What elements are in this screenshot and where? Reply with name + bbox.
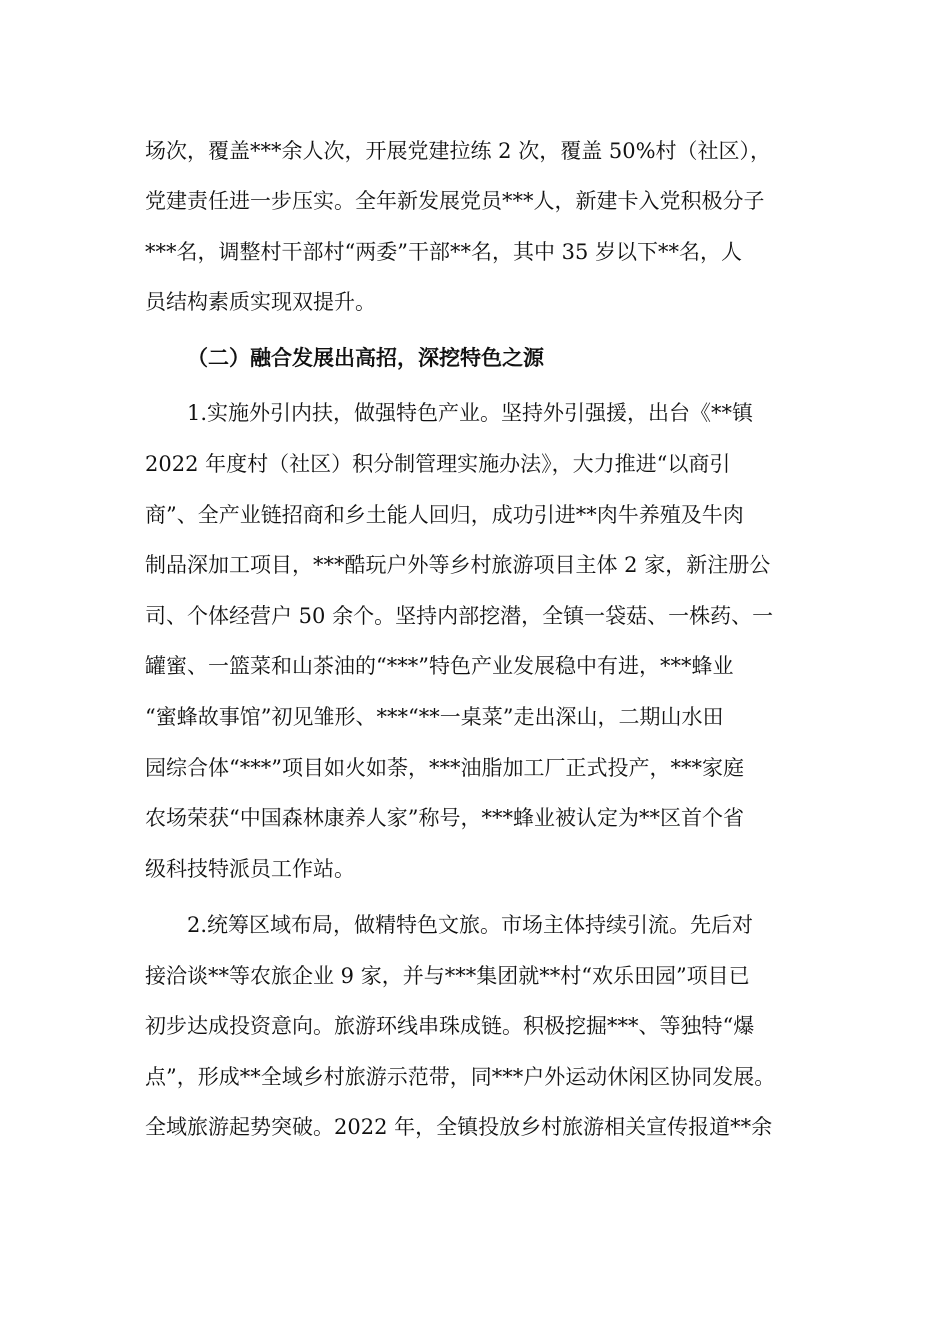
- text-line-content: 商”、全产业链招商和乡土能人回归，成功引进**肉牛养殖及牛肉: [145, 503, 744, 527]
- text-line-content: 全域旅游起势突破。2022 年，全镇投放乡村旅游相关宣传报道**余: [145, 1115, 773, 1139]
- text-line-content: 接洽谈**等农旅企业 9 家，并与***集团就**村“欢乐田园”项目已: [145, 964, 750, 988]
- text-line-content: 园综合体“***”项目如火如荼，***油脂加工厂正式投产，***家庭: [145, 756, 744, 780]
- text-line: [0, 601, 950, 631]
- text-line-content: 点”，形成**全域乡村旅游示范带，同***户外运动休闲区协同发展。: [145, 1065, 776, 1089]
- text-line-content: “蜜蜂故事馆”初见雏形、***“**一桌菜”走出深山，二期山水田: [145, 705, 724, 729]
- text-line-content: 员结构素质实现双提升。: [145, 290, 376, 314]
- text-line: [0, 449, 950, 479]
- text-line-content: ***名，调整村干部村“两委”干部**名，其中 35 岁以下**名，人: [145, 240, 743, 264]
- text-line: [0, 803, 950, 833]
- text-line-content: 制品深加工项目，***酷玩户外等乡村旅游项目主体 2 家，新注册公: [145, 553, 771, 577]
- text-line: [0, 702, 950, 732]
- text-line: [0, 287, 950, 317]
- text-line: [0, 1011, 950, 1041]
- text-line: [0, 651, 950, 681]
- text-line: [0, 237, 950, 267]
- text-line-content: 级科技特派员工作站。: [145, 857, 355, 881]
- text-line: [0, 398, 950, 428]
- text-line-content: 2022 年度村（社区）积分制管理实施办法》，大力推进“以商引: [145, 452, 731, 476]
- text-line-content: 2.统筹区域布局，做精特色文旅。市场主体持续引流。先后对: [187, 913, 754, 937]
- text-line: [0, 1062, 950, 1092]
- text-line: [0, 910, 950, 940]
- section-heading: [0, 343, 950, 373]
- text-line: [0, 854, 950, 884]
- text-line: [0, 136, 950, 166]
- text-line-content: 1.实施外引内扶，做强特色产业。坚持外引强援，出台《**镇: [187, 401, 754, 425]
- text-line-content: 初步达成投资意向。旅游环线串珠成链。积极挖掘***、等独特“爆: [145, 1014, 755, 1038]
- text-line-content: 罐蜜、一篮菜和山茶油的“***”特色产业发展稳中有进，***蜂业: [145, 654, 734, 678]
- text-line-content: 农场荣获“中国森林康养人家”称号，***蜂业被认定为**区首个省: [145, 806, 744, 830]
- text-line: [0, 1112, 950, 1142]
- text-line-content: 司、个体经营户 50 余个。坚持内部挖潜，全镇一袋菇、一株药、一: [145, 604, 774, 628]
- text-line: [0, 961, 950, 991]
- section-heading-text: （二）融合发展出高招，深挖特色之源: [187, 345, 544, 370]
- text-line: [0, 500, 950, 530]
- text-line-content: 党建责任进一步压实。全年新发展党员***人，新建卡入党积极分子: [145, 189, 765, 213]
- text-line: [0, 186, 950, 216]
- text-line: [0, 550, 950, 580]
- text-line-content: 场次，覆盖***余人次，开展党建拉练 2 次，覆盖 50%村（社区），: [145, 139, 772, 163]
- text-line: [0, 753, 950, 783]
